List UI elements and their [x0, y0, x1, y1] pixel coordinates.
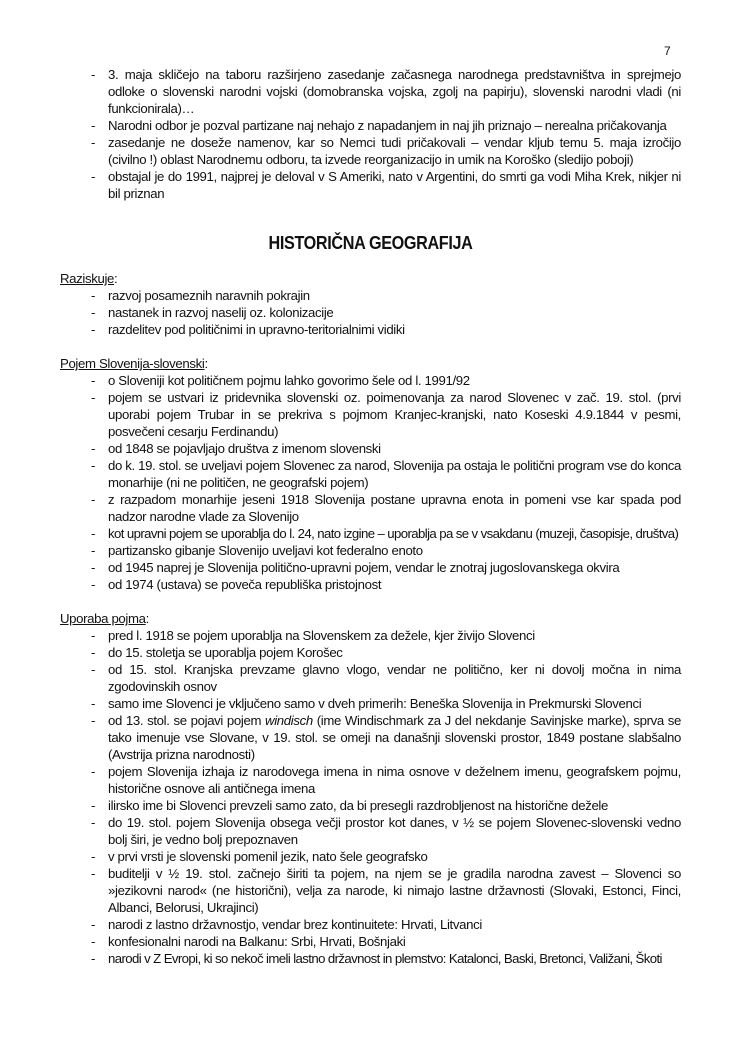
document-body: [60, 66, 681, 967]
dash-bullet: -: [91, 934, 96, 949]
list-item: - o Sloveniji kot političnem pojmu lahko govorimo šele od l. 1991/92: [91, 373, 470, 388]
list-item: - ilirsko ime bi Slovenci prevzeli samo zato, da bi presegli razdrobljenost na historične dežele: [91, 798, 608, 813]
dash-bullet: -: [91, 135, 96, 150]
list-item: - nastanek in razvoj naselij oz. kolonizacije: [91, 305, 334, 320]
list-item: - od 15. stol. Kranjska prevzame glavno vlogo, vendar ne politično, ker ni dovolj močna in nima zgodovinskih osnov: [91, 662, 681, 694]
list-item: - v prvi vrsti je slovenski pomenil jezik, nato šele geografsko: [91, 849, 428, 864]
dash-bullet: -: [91, 815, 96, 830]
list-item: - od 1974 (ustava) se poveča republiška pristojnost: [91, 577, 382, 592]
uporaba-list: [60, 627, 681, 967]
dash-bullet: -: [91, 543, 96, 558]
list-item: - pojem Slovenija izhaja iz narodovega imena in nima osnove v deželnem imenu, geografskem pojmu, historične osnove ali antičnega imena: [91, 764, 681, 796]
dash-bullet: -: [91, 526, 95, 541]
dash-bullet: -: [91, 951, 95, 966]
list-item: - 3. maja skličejo na taboru razširjeno zasedanje začasnega narodnega predstavništva in sprejmejo odloke o slovenski narodni vojski (domobranska vojska, zgolj na papirju), slovenski narodni vladi (ni funkcionirala)…: [91, 67, 681, 116]
list-item: - Narodni odbor je pozval partizane naj nehajo z napadanjem in naj jih priznajo – nerealna pričakovanja: [91, 118, 667, 133]
list-item: - od 13. stol. se pojavi pojem windisch (ime Windischmark za J del nekdanje Savinjske marke), sprva se tako imenuje vse Slovane, v 19. stol. se omeji na današnji slovenski prostor, 1849 postane slabšalno (Avstrija prizna narodnosti): [91, 713, 682, 762]
dash-bullet: -: [91, 696, 96, 711]
dash-bullet: -: [91, 628, 96, 643]
list-item: - obstajal je do 1991, najprej je deloval v S Ameriki, nato v Argentini, do smrti ga vodi Miha Krek, nikjer ni bil priznan: [91, 169, 681, 201]
dash-bullet: -: [91, 118, 96, 133]
list-item: - samo ime Slovenci je vključeno samo v dveh primerih: Beneška Slovenija in Prekmurski Slovenci: [91, 696, 642, 711]
dash-bullet: -: [91, 849, 96, 864]
list-item: - od 1945 naprej je Slovenija politično-upravni pojem, vendar le znotraj jugoslovanskega okvira: [91, 560, 620, 575]
list-item: - kot upravni pojem se uporablja do l. 24, nato izgine – uporablja pa se v vsakdanu (muzeji, časopisje, društva): [91, 526, 679, 541]
dash-bullet: -: [91, 441, 96, 456]
dash-bullet: -: [91, 373, 96, 388]
dash-bullet: -: [91, 713, 96, 728]
list-item: - narodi z lastno državnostjo, vendar brez kontinuitete: Hrvati, Litvanci: [91, 917, 482, 932]
list-item: - narodi v Z Evropi, ki so nekoč imeli lastno državnost in plemstvo: Katalonci, Baski, Bretonci, Valižani, Škoti: [91, 951, 662, 966]
list-item: - konfesionalni narodi na Balkanu: Srbi, Hrvati, Bošnjaki: [91, 934, 406, 949]
dash-bullet: -: [91, 390, 96, 405]
dash-bullet: -: [91, 492, 96, 507]
dash-bullet: -: [91, 764, 96, 779]
list-item: - od 1848 se pojavljajo društva z imenom slovenski: [91, 441, 381, 456]
dash-bullet: -: [91, 322, 96, 337]
section-heading-raziskuje: Raziskuje:: [60, 271, 118, 286]
dash-bullet: -: [91, 560, 96, 575]
list-item: - do 15. stoletja se uporablja pojem Korošec: [91, 645, 343, 660]
intro-list: [60, 66, 681, 202]
list-item: - z razpadom monarhije jeseni 1918 Slovenija postane upravna enota in pomeni vse kar spada pod nadzor narodne vlade za Slovenijo: [91, 492, 681, 524]
dash-bullet: -: [91, 798, 96, 813]
list-item: - zasedanje ne doseže namenov, kar so Nemci tudi pričakovali – vendar kljub temu 5. maja izročijo (civilno !) oblast Narodnemu odboru, ta izvede reorganizacijo in umik na Koroško (sledijo poboji): [91, 135, 681, 167]
dash-bullet: -: [91, 662, 96, 677]
dash-bullet: -: [91, 305, 96, 320]
italic-term: windisch: [265, 713, 313, 728]
page-number: 7: [664, 44, 671, 58]
list-item: - do 19. stol. pojem Slovenija obsega večji prostor kot danes, v ½ se pojem Slovenec-slovenski vedno bolj širi, je vedno bolj prepoznaven: [91, 815, 681, 847]
dash-bullet: -: [91, 645, 96, 660]
list-item: - buditelji v ½ 19. stol. začnejo širiti ta pojem, na njem se je gradila narodna zavest – Slovenci so »jezikovni narod« (ne historični), velja za narode, ki nimajo lastne državnosti (Slovaki, Estonci, Finci, Albanci, Belorusi, Ukrajinci): [91, 866, 681, 915]
dash-bullet: -: [91, 866, 96, 881]
section-title: HISTORIČNA GEOGRAFIJA: [268, 233, 473, 253]
dash-bullet: -: [91, 67, 96, 82]
section-heading-pojem: Pojem Slovenija-slovenski:: [60, 356, 208, 371]
list-item: - razvoj posameznih naravnih pokrajin: [91, 288, 310, 303]
list-item: - razdelitev pod političnimi in upravno-teritorialnimi vidiki: [91, 322, 405, 337]
dash-bullet: -: [91, 169, 96, 184]
dash-bullet: -: [91, 288, 96, 303]
list-item: - do k. 19. stol. se uveljavi pojem Slovenec za narod, Slovenija pa ostaja le politični program vse do konca monarhije (ni ne političen, ne geografski pojem): [91, 458, 681, 490]
section-heading-uporaba: Uporaba pojma:: [60, 611, 149, 626]
dash-bullet: -: [91, 577, 96, 592]
dash-bullet: -: [91, 917, 96, 932]
list-item: - pred l. 1918 se pojem uporablja na Slovenskem za dežele, kjer živijo Slovenci: [91, 628, 535, 643]
pojem-list: [60, 372, 681, 593]
list-item: - pojem se ustvari iz pridevnika slovenski oz. poimenovanja za narod Slovenec v zač. 19. stol. (prvi uporabi pojem Trubar in se prekriva s pojmom Kranjec-kranjski, nato Koseski 4.9.1844 v pesmi, posvečeni cesarju Ferdinandu): [91, 390, 681, 439]
list-item: - partizansko gibanje Slovenijo uveljavi kot federalno enoto: [91, 543, 423, 558]
dash-bullet: -: [91, 458, 96, 473]
raziskuje-list: [60, 287, 681, 338]
